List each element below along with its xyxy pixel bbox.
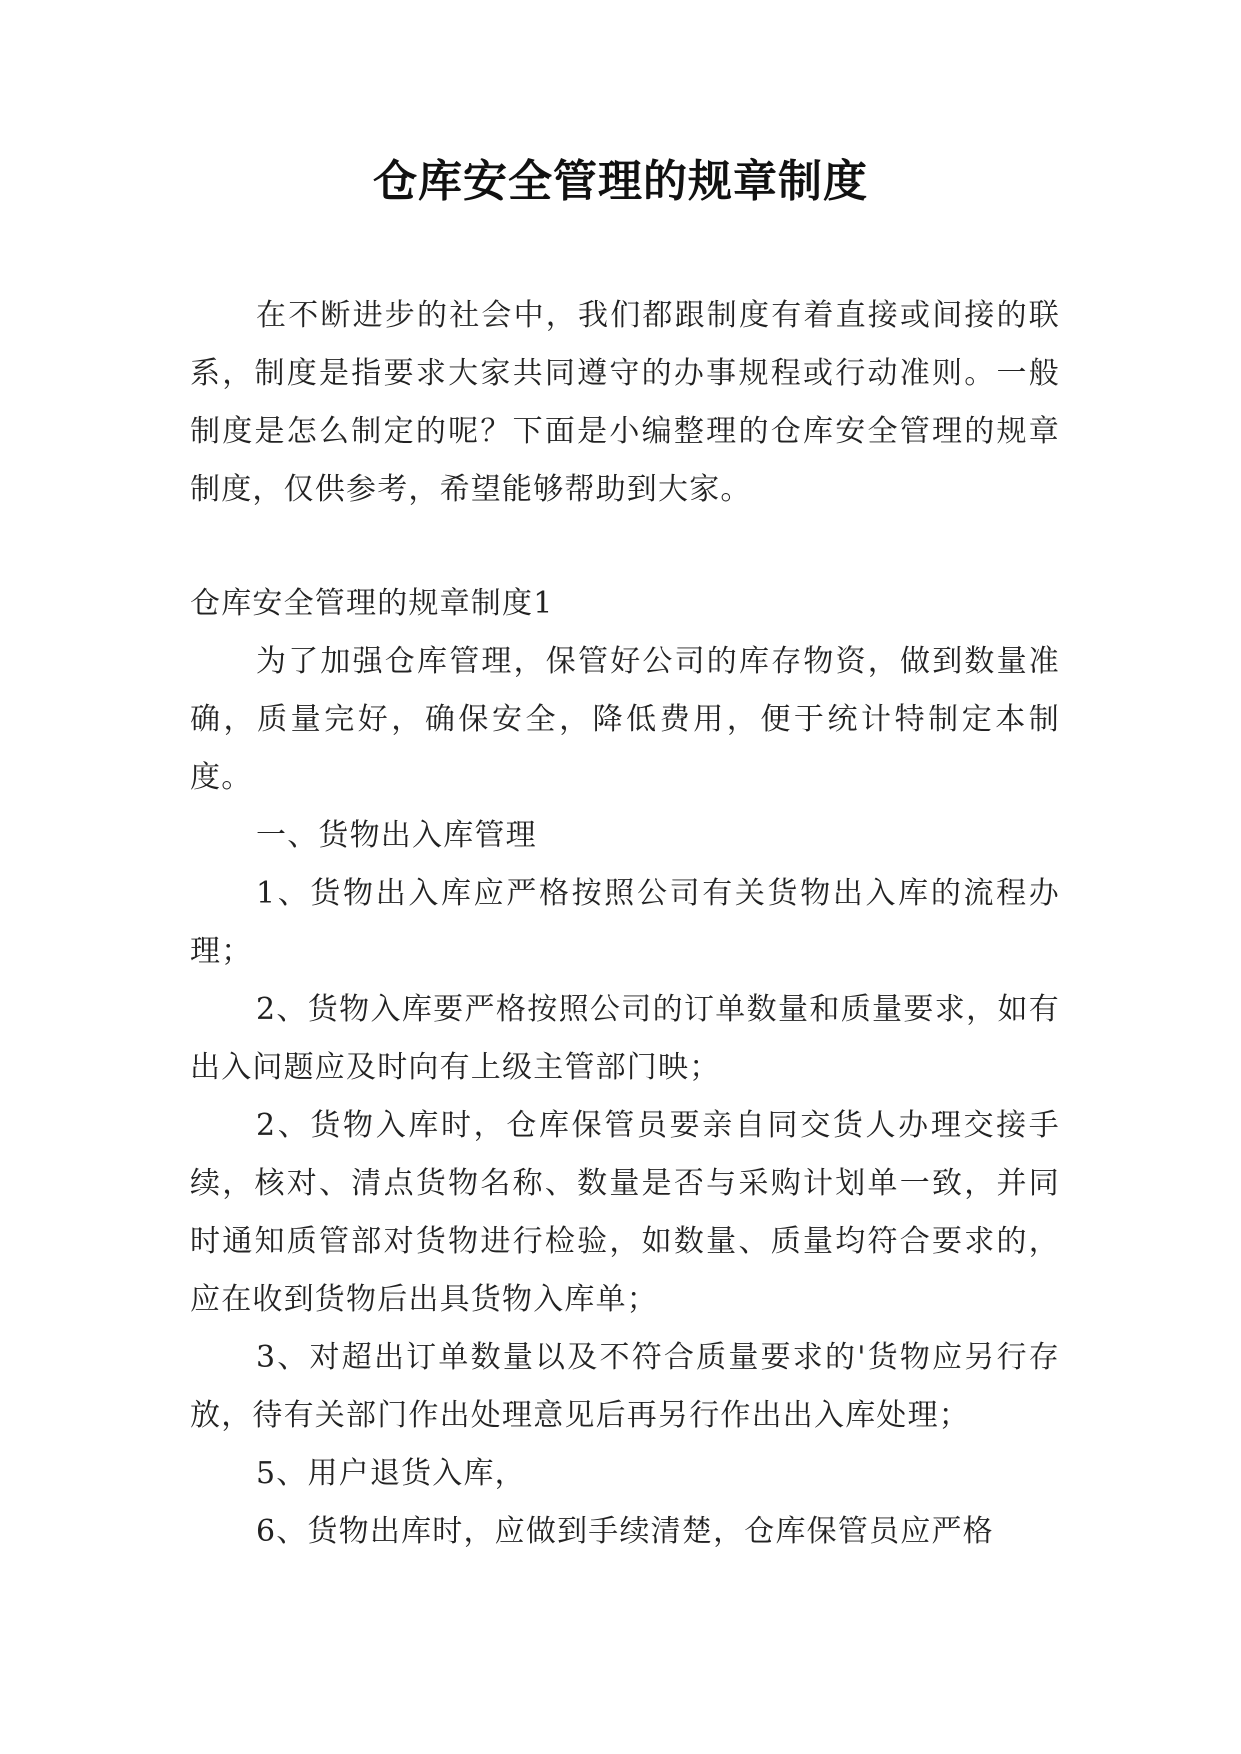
paragraph: 2、货物入库要严格按照公司的订单数量和质量要求，如有出入问题应及时向有上级主管部门映；: [190, 992, 1060, 1085]
paragraph: 为了加强仓库管理，保管好公司的库存物资，做到数量准确，质量完好，确保安全，降低费用，便于统计特制定本制度。: [190, 644, 1060, 795]
paragraph: 1、货物出入库应严格按照公司有关货物出入库的流程办理；: [190, 876, 1060, 969]
intro-block: [190, 287, 1060, 519]
intro-paragraph: 在不断进步的社会中，我们都跟制度有着直接或间接的联系，制度是指要求大家共同遵守的办事规程或行动准则。一般制度是怎么制定的呢？下面是小编整理的仓库安全管理的规章制度，仅供参考，希望能够帮助到大家。: [190, 298, 1060, 507]
subsection-heading: 一、货物出入库管理: [256, 818, 537, 853]
section-block: [190, 575, 1060, 1561]
paragraph: 6、货物出库时，应做到手续清楚，仓库保管员应严格: [256, 1514, 994, 1549]
paragraph: 2、货物入库时，仓库保管员要亲自同交货人办理交接手续，核对、清点货物名称、数量是否与采购计划单一致，并同时通知质管部对货物进行检验，如数量、质量均符合要求的，应在收到货物后出具货物入库单；: [190, 1108, 1060, 1317]
document-title: 仓库安全管理的规章制度: [373, 156, 868, 207]
paragraph: 3、对超出订单数量以及不符合质量要求的'货物应另行存放，待有关部门作出处理意见后再另行作出出入库处理；: [190, 1340, 1060, 1433]
paragraph: 5、用户退货入库，: [256, 1456, 526, 1491]
section-heading: 仓库安全管理的规章制度1: [190, 586, 554, 621]
